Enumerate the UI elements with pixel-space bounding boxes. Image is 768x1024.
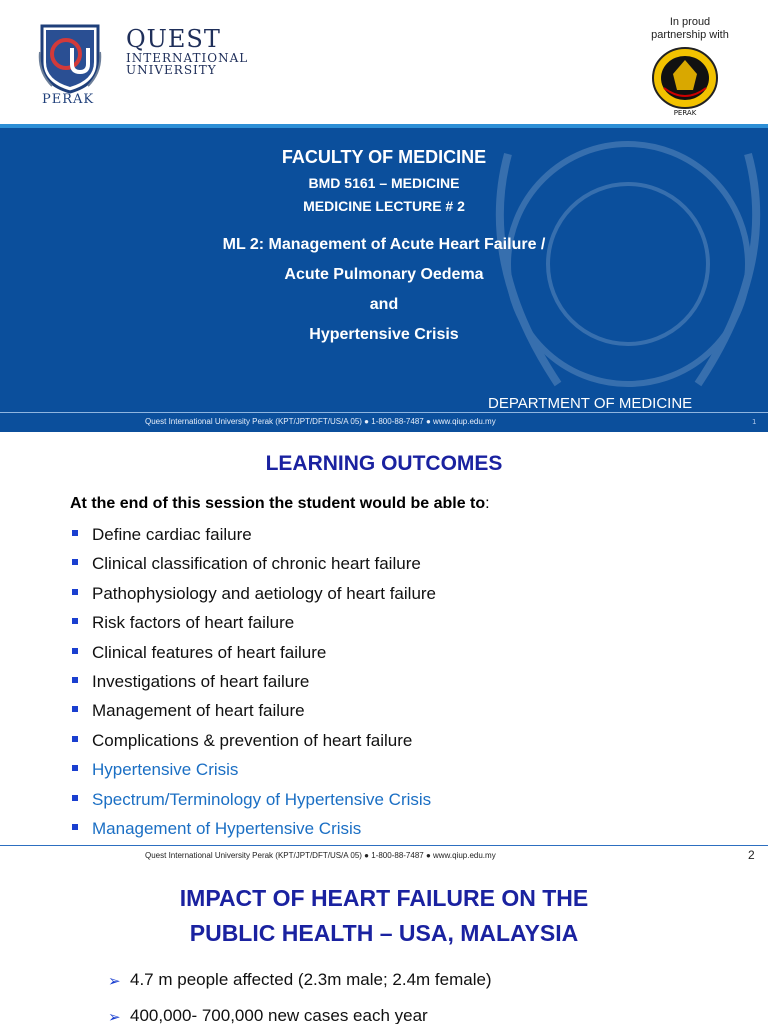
bullet-square-icon <box>72 589 78 595</box>
list-item <box>72 785 436 814</box>
seal-caption: PERAK <box>673 109 697 116</box>
list-item <box>72 579 436 608</box>
list-item-text: Spectrum/Terminology of Hypertensive Crisis <box>92 789 432 809</box>
campus-label: PERAK <box>42 92 95 107</box>
university-name-international: INTERNATIONAL <box>126 51 249 65</box>
bullet-square-icon <box>72 677 78 683</box>
intro-text <box>70 495 490 513</box>
department-label: DEPARTMENT OF MEDICINE <box>488 395 693 412</box>
list-item <box>72 814 436 843</box>
page-number: 2 <box>748 848 755 862</box>
list-item-text: Pathophysiology and aetiology of heart failure <box>92 583 437 603</box>
impact-slide <box>0 865 768 1024</box>
arrow-bullet-icon: ➢ <box>108 1009 121 1024</box>
faculty-heading: FACULTY OF MEDICINE <box>281 147 487 167</box>
shield-crest-icon <box>38 22 102 94</box>
slide-heading-line1: IMPACT OF HEART FAILURE ON THE <box>179 885 589 911</box>
outcomes-list <box>72 520 436 843</box>
partnership-line1: In proud <box>669 16 711 28</box>
list-item <box>72 520 436 549</box>
impact-points-list <box>108 969 492 1024</box>
learning-outcomes-slide <box>0 432 768 865</box>
list-item <box>72 549 436 578</box>
university-logo <box>28 18 288 110</box>
list-item-text: 4.7 m people affected (2.3m male; 2.4m female) <box>130 970 492 989</box>
list-item-text: Management of Hypertensive Crisis <box>92 818 362 838</box>
list-item <box>72 667 436 696</box>
bullet-square-icon <box>72 530 78 536</box>
bullet-square-icon <box>72 824 78 830</box>
partnership-line2: partnership with <box>651 29 729 41</box>
list-item <box>72 638 436 667</box>
university-name-university: UNIVERSITY <box>126 63 217 77</box>
course-code: BMD 5161 – MEDICINE <box>308 175 460 191</box>
list-item-text: 400,000- 700,000 new cases each year <box>130 1006 428 1024</box>
page-number: 1 <box>752 418 757 426</box>
intro-tail: : <box>485 495 490 512</box>
slide-footer <box>0 845 768 865</box>
list-item <box>108 969 492 1005</box>
list-item-text: Investigations of heart failure <box>92 671 310 691</box>
slide-heading-line2: PUBLIC HEALTH – USA, MALAYSIA <box>189 920 579 946</box>
arrow-bullet-icon: ➢ <box>108 973 121 990</box>
list-item-text: Risk factors of heart failure <box>92 613 295 633</box>
list-item-text: Clinical classification of chronic heart failure <box>92 554 421 574</box>
bullet-square-icon <box>72 765 78 771</box>
title-slide <box>0 0 768 432</box>
slide-footer <box>0 412 768 432</box>
bullet-square-icon <box>72 736 78 742</box>
state-seal-icon <box>650 44 720 116</box>
list-item <box>72 726 436 755</box>
list-item-text: Clinical features of heart failure <box>92 642 327 662</box>
list-item-text: Hypertensive Crisis <box>92 760 239 780</box>
partnership-note <box>630 16 750 42</box>
list-item <box>72 696 436 725</box>
university-name-quest: QUEST <box>126 25 221 53</box>
lecture-title-line1: ML 2: Management of Acute Heart Failure / <box>222 236 546 253</box>
bullet-square-icon <box>72 795 78 801</box>
list-item <box>72 755 436 784</box>
bullet-square-icon <box>72 559 78 565</box>
list-item-text: Complications & prevention of heart failure <box>92 730 413 750</box>
list-item-text: Define cardiac failure <box>92 525 252 544</box>
lecture-title-line3: and <box>369 296 399 313</box>
bullet-square-icon <box>72 706 78 712</box>
bullet-square-icon <box>72 648 78 654</box>
university-name <box>126 26 248 76</box>
footer-text: Quest International University Perak (KPT/JPT/DFT/US/A 05) ● 1-800-88-7487 ● www.qiup.edu.my <box>145 851 496 860</box>
intro-bold: At the end of this session the student would be able to <box>70 495 486 512</box>
lecture-title-line4: Hypertensive Crisis <box>309 326 459 343</box>
list-item-text: Management of heart failure <box>92 701 305 721</box>
lecture-title-line2: Acute Pulmonary Oedema <box>284 266 484 283</box>
lecture-number: MEDICINE LECTURE # 2 <box>303 198 465 214</box>
slide-heading: LEARNING OUTCOMES <box>265 452 503 475</box>
footer-text: Quest International University Perak (KPT/JPT/DFT/US/A 05) ● 1-800-88-7487 ● www.qiup.edu.my <box>145 417 496 426</box>
list-item <box>108 1005 492 1024</box>
bullet-square-icon <box>72 618 78 624</box>
list-item <box>72 608 436 637</box>
